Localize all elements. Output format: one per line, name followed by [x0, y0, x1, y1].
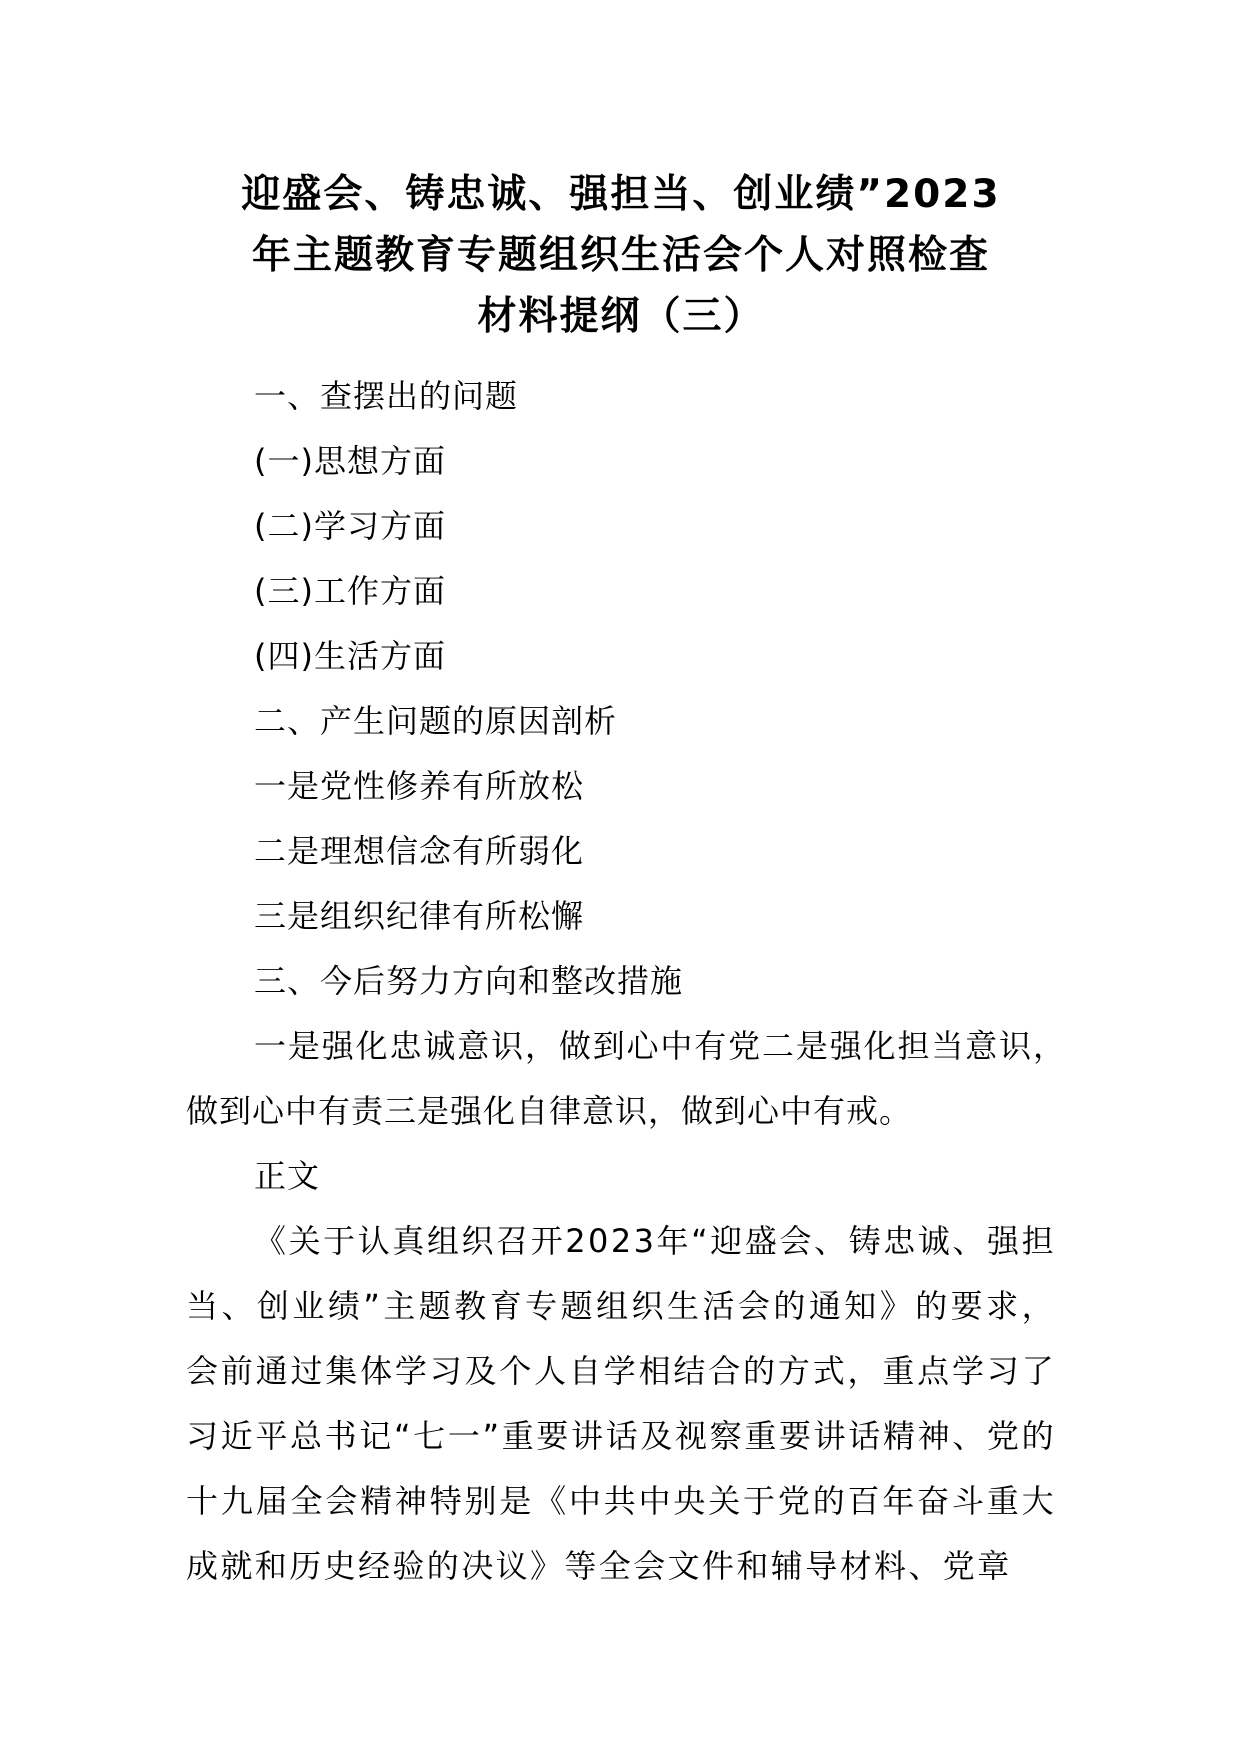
- document-body: [186, 364, 1066, 1599]
- title-line-3: 材料提纲（三）: [477, 294, 765, 339]
- body-heading: 正文: [254, 1157, 321, 1195]
- cause-item-3: 三是组织纪律有所松懈: [254, 897, 585, 935]
- subsection-study: (二)学习方面: [254, 507, 446, 545]
- section-heading-problems: 一、查摆出的问题: [254, 377, 519, 415]
- cause-item-2: 二是理想信念有所弱化: [254, 832, 585, 870]
- section-heading-measures: 三、今后努力方向和整改措施: [254, 962, 684, 1000]
- subsection-thought: (一)思想方面: [254, 442, 446, 480]
- title-line-1: 迎盛会、铸忠诚、强担当、创业绩”2023: [241, 172, 1001, 217]
- measures-paragraph: 一是强化忠诚意识，做到心中有党二是强化担当意识，做到心中有责三是强化自律意识，做到心中有戒。: [186, 1027, 1066, 1130]
- body-paragraph: 《关于认真组织召开2023年“迎盛会、铸忠诚、强担当、创业绩”主题教育专题组织生活会的通知》的要求，会前通过集体学习及个人自学相结合的方式，重点学习了习近平总书记“七一”重要讲话及视察重要讲话精神、党的十九届全会精神特别是《中共中央关于党的百年奋斗重大成就和历史经验的决议》等全会文件和辅导材料、党章: [186, 1222, 1056, 1585]
- subsection-life: (四)生活方面: [254, 637, 446, 675]
- title-line-2: 年主题教育专题组织生活会个人对照检查: [251, 233, 990, 278]
- cause-item-1: 一是党性修养有所放松: [254, 767, 585, 805]
- subsection-work: (三)工作方面: [254, 572, 446, 610]
- section-heading-causes: 二、产生问题的原因剖析: [254, 702, 618, 740]
- document-title: [186, 164, 1056, 347]
